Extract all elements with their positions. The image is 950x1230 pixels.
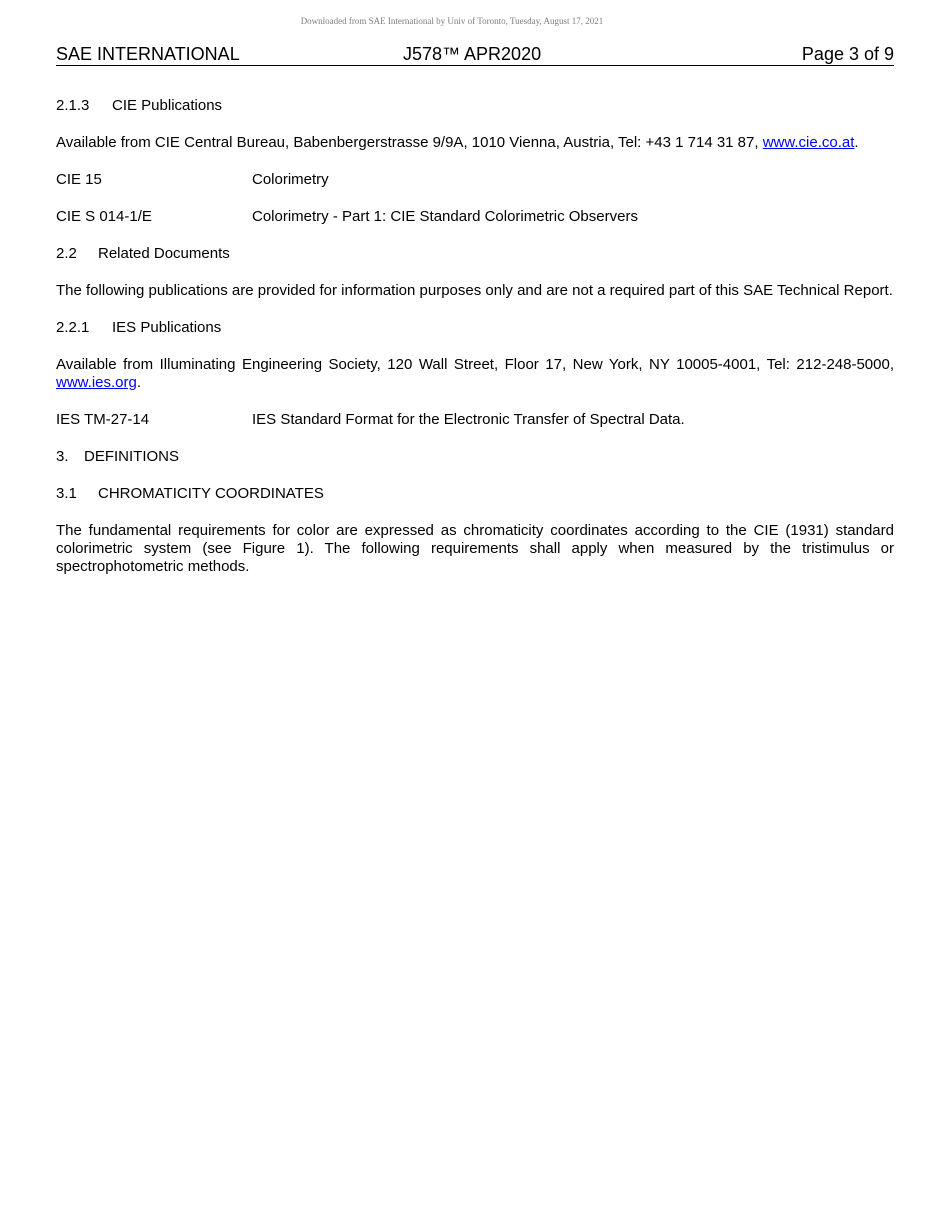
ies-availability-paragraph: Available from Illuminating Engineering Society, 120 Wall Street, Floor 17, New York, NY 10005-4001, Tel: 212-248-5000, www.ies.org. <box>56 356 894 391</box>
reference-code: CIE S 014-1/E <box>56 208 152 225</box>
section-title: DEFINITIONS <box>84 448 180 465</box>
section-3-1-heading <box>56 485 894 503</box>
section-title: CHROMATICITY COORDINATES <box>98 485 324 502</box>
document-body <box>56 97 894 576</box>
section-number: 3.1 <box>56 485 77 502</box>
reference-row <box>56 208 894 226</box>
section-3-heading <box>56 448 894 466</box>
cie-website-link[interactable]: www.cie.co.at <box>762 134 855 151</box>
related-documents-paragraph: The following publications are provided for information purposes only and are not a required part of this SAE Technical Report. <box>56 282 893 299</box>
reference-title: IES Standard Format for the Electronic Transfer of Spectral Data. <box>252 411 685 428</box>
reference-title: Colorimetry - Part 1: CIE Standard Colorimetric Observers <box>252 208 638 225</box>
ies-availability-text: Available from Illuminating Engineering Society, 120 Wall Street, Floor 17, New York, NY 10005-4001, Tel: 212-248-5000, <box>56 356 894 373</box>
section-title: Related Documents <box>98 245 230 262</box>
reference-code: CIE 15 <box>56 171 102 188</box>
download-watermark: Downloaded from SAE International by Univ of Toronto, Tuesday, August 17, 2021 <box>300 16 604 26</box>
chromaticity-paragraph: The fundamental requirements for color are expressed as chromaticity coordinates according to the CIE (1931) standard colorimetric system (see Figure 1). The following requirements shall apply when measured by the tristimulus or spectrophotometric methods. <box>56 522 894 575</box>
header-page-number: Page 3 of 9 <box>801 44 894 64</box>
reference-row <box>56 171 894 189</box>
cie-availability-paragraph: Available from CIE Central Bureau, Babenbergerstrasse 9/9A, 1010 Vienna, Austria, Tel: +43 1 714 31 87, www.cie.co.at. <box>56 134 859 151</box>
section-number: 2.2 <box>56 245 77 262</box>
section-2-2-heading <box>56 245 894 263</box>
section-number: 2.2.1 <box>56 319 90 336</box>
reference-row <box>56 411 894 429</box>
section-number: 3. <box>56 448 69 465</box>
section-title: CIE Publications <box>112 97 223 114</box>
section-number: 2.1.3 <box>56 97 90 114</box>
reference-title: Colorimetry <box>252 171 329 188</box>
reference-code: IES TM-27-14 <box>56 411 150 428</box>
page-header <box>56 44 894 66</box>
section-2-1-3-heading <box>56 97 894 115</box>
section-title: IES Publications <box>112 319 222 336</box>
ies-website-link[interactable]: www.ies.org <box>56 374 137 391</box>
cie-availability-text: Available from CIE Central Bureau, Babenbergerstrasse 9/9A, 1010 Vienna, Austria, Tel: +43 1 714 31 87, <box>56 134 763 151</box>
header-doc-id: J578™ APR2020 <box>403 44 542 64</box>
header-org: SAE INTERNATIONAL <box>56 44 240 64</box>
section-2-2-1-heading <box>56 319 894 337</box>
